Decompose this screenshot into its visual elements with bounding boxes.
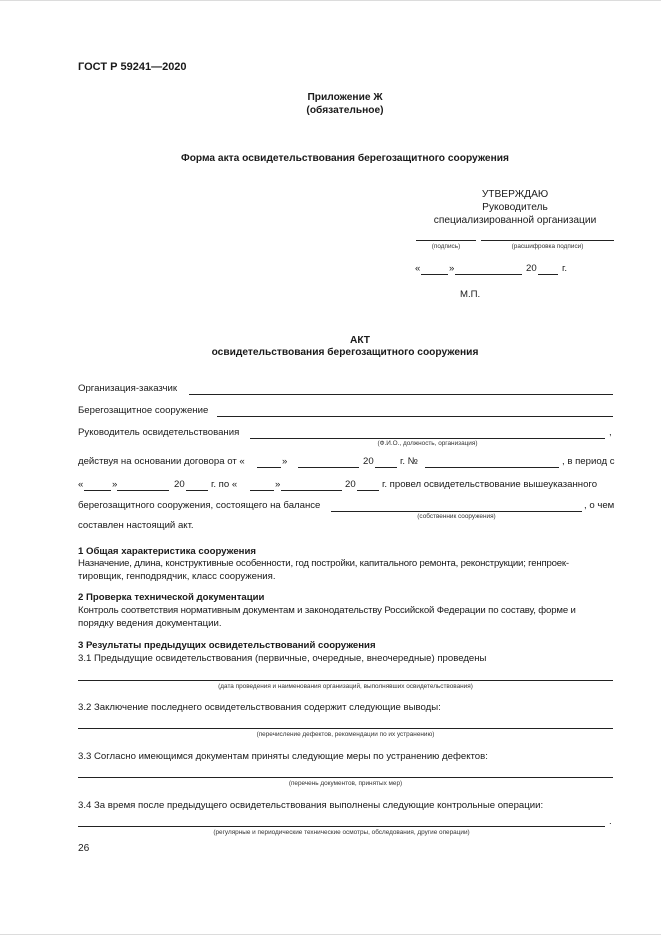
head-hint: (Ф.И.О., должность, организация)	[377, 440, 478, 447]
signature-hint: (подпись)	[431, 243, 461, 250]
item-3-3-hint: (перечень документов, принятых мер)	[288, 780, 403, 787]
doc-code: ГОСТ Р 59241—2020	[78, 61, 187, 73]
period-from-month-line	[117, 490, 169, 491]
item-3-1-hint: (дата проведения и наименования организаций, выполнявших освидетельствования)	[218, 683, 473, 690]
signature-decode-hint: (расшифровка подписи)	[511, 243, 584, 250]
section-2-title: 2 Проверка технической документации	[78, 592, 265, 603]
act-title: АКТ	[349, 335, 371, 346]
period-text-b: »	[112, 479, 118, 490]
structure-line	[217, 416, 613, 417]
approve-year-line	[538, 274, 558, 275]
approve-date-open: «	[415, 263, 421, 274]
customer-label: Организация-заказчик	[78, 383, 178, 394]
basis-text-a: действуя на основании договора от «	[78, 456, 245, 467]
appendix-title: Приложение Ж	[307, 92, 383, 103]
basis-text-d: г. №	[400, 456, 418, 467]
approve-year-prefix: 20	[526, 263, 537, 274]
item-3-3-line	[78, 777, 613, 778]
approve-label: УТВЕРЖДАЮ	[481, 189, 549, 200]
basis-text-b: »	[282, 456, 288, 467]
customer-line	[189, 394, 613, 395]
basis-text-e: , в период с	[562, 456, 615, 467]
appendix-status: (обязательное)	[306, 105, 384, 116]
period-text-e: »	[275, 479, 281, 490]
section-3-title: 3 Результаты предыдущих освидетельствований сооружения	[78, 640, 376, 651]
section-1-title: 1 Общая характеристика сооружения	[78, 546, 256, 557]
item-3-4-period: .	[609, 816, 612, 827]
structure-label: Берегозащитное сооружение	[78, 405, 209, 416]
act-subtitle: освидетельствования берегозащитного сооружения	[211, 347, 479, 358]
item-3-2-text: 3.2 Заключение последнего освидетельствования содержит следующие выводы:	[78, 702, 441, 713]
compiled-text: составлен настоящий акт.	[78, 520, 194, 531]
item-3-4-text: 3.4 За время после предыдущего освидетельствования выполнены следующие контрольные операции:	[78, 800, 544, 811]
period-to-month-line	[281, 490, 342, 491]
balance-hint: (собственник сооружения)	[417, 513, 496, 520]
signature-decode-line	[481, 240, 614, 241]
basis-year-line	[375, 467, 397, 468]
page-number: 26	[78, 843, 90, 854]
section-1-text-2: тировщик, генподрядчик, класс сооружения.	[78, 571, 276, 582]
basis-day-line	[257, 467, 281, 468]
period-to-day-line	[250, 490, 274, 491]
signature-line	[416, 240, 476, 241]
head-line	[250, 438, 605, 439]
item-3-2-hint: (перечисление дефектов, рекомендации по их устранению)	[256, 731, 435, 738]
approve-date-mid: »	[449, 263, 455, 274]
period-text-a: «	[78, 479, 84, 490]
item-3-2-line	[78, 728, 613, 729]
balance-owner-line	[331, 511, 582, 512]
approve-month-line	[455, 274, 522, 275]
basis-number-line	[425, 467, 559, 468]
basis-text-c: 20	[363, 456, 374, 467]
section-2-text-1: Контроль соответствия нормативным документам и законодательству Российской Федерации по составу, форме и	[78, 605, 576, 616]
stamp-label: М.П.	[460, 289, 481, 300]
period-text-f: 20	[345, 479, 356, 490]
item-3-4-hint: (регулярные и периодические технические осмотры, обследования, другие операции)	[213, 829, 470, 836]
head-label: Руководитель освидетельствования	[78, 427, 240, 438]
item-3-4-line	[78, 826, 605, 827]
section-2-text-2: порядку ведения документации.	[78, 618, 222, 629]
approve-org: специализированной организации	[433, 215, 597, 226]
period-text-d: г. по «	[211, 479, 238, 490]
form-title: Форма акта освидетельствования берегозащитного сооружения	[181, 153, 509, 164]
balance-text-b: , о чем	[584, 500, 615, 511]
approve-year-suffix: г.	[562, 263, 567, 274]
period-from-day-line	[84, 490, 111, 491]
approve-day-line	[421, 274, 448, 275]
period-from-year-line	[186, 490, 208, 491]
balance-text-a: берегозащитного сооружения, состоящего на балансе	[78, 500, 321, 511]
item-3-1-text: 3.1 Предыдущие освидетельствования (первичные, очередные, внеочередные) проведены	[78, 653, 487, 664]
item-3-1-line	[78, 680, 613, 681]
approve-role: Руководитель	[482, 202, 548, 213]
head-comma: ,	[609, 427, 612, 438]
section-1-text-1: Назначение, длина, конструктивные особенности, год постройки, капитального ремонта, реконструкции; генпроек-	[78, 558, 569, 569]
item-3-3-text: 3.3 Согласно имеющимся документам приняты следующие меры по устранению дефектов:	[78, 751, 488, 762]
page-top-edge	[0, 0, 661, 1]
basis-month-line	[298, 467, 359, 468]
period-to-year-line	[357, 490, 379, 491]
period-text-g: г. провел освидетельствование вышеуказанного	[382, 479, 598, 490]
period-text-c: 20	[174, 479, 185, 490]
